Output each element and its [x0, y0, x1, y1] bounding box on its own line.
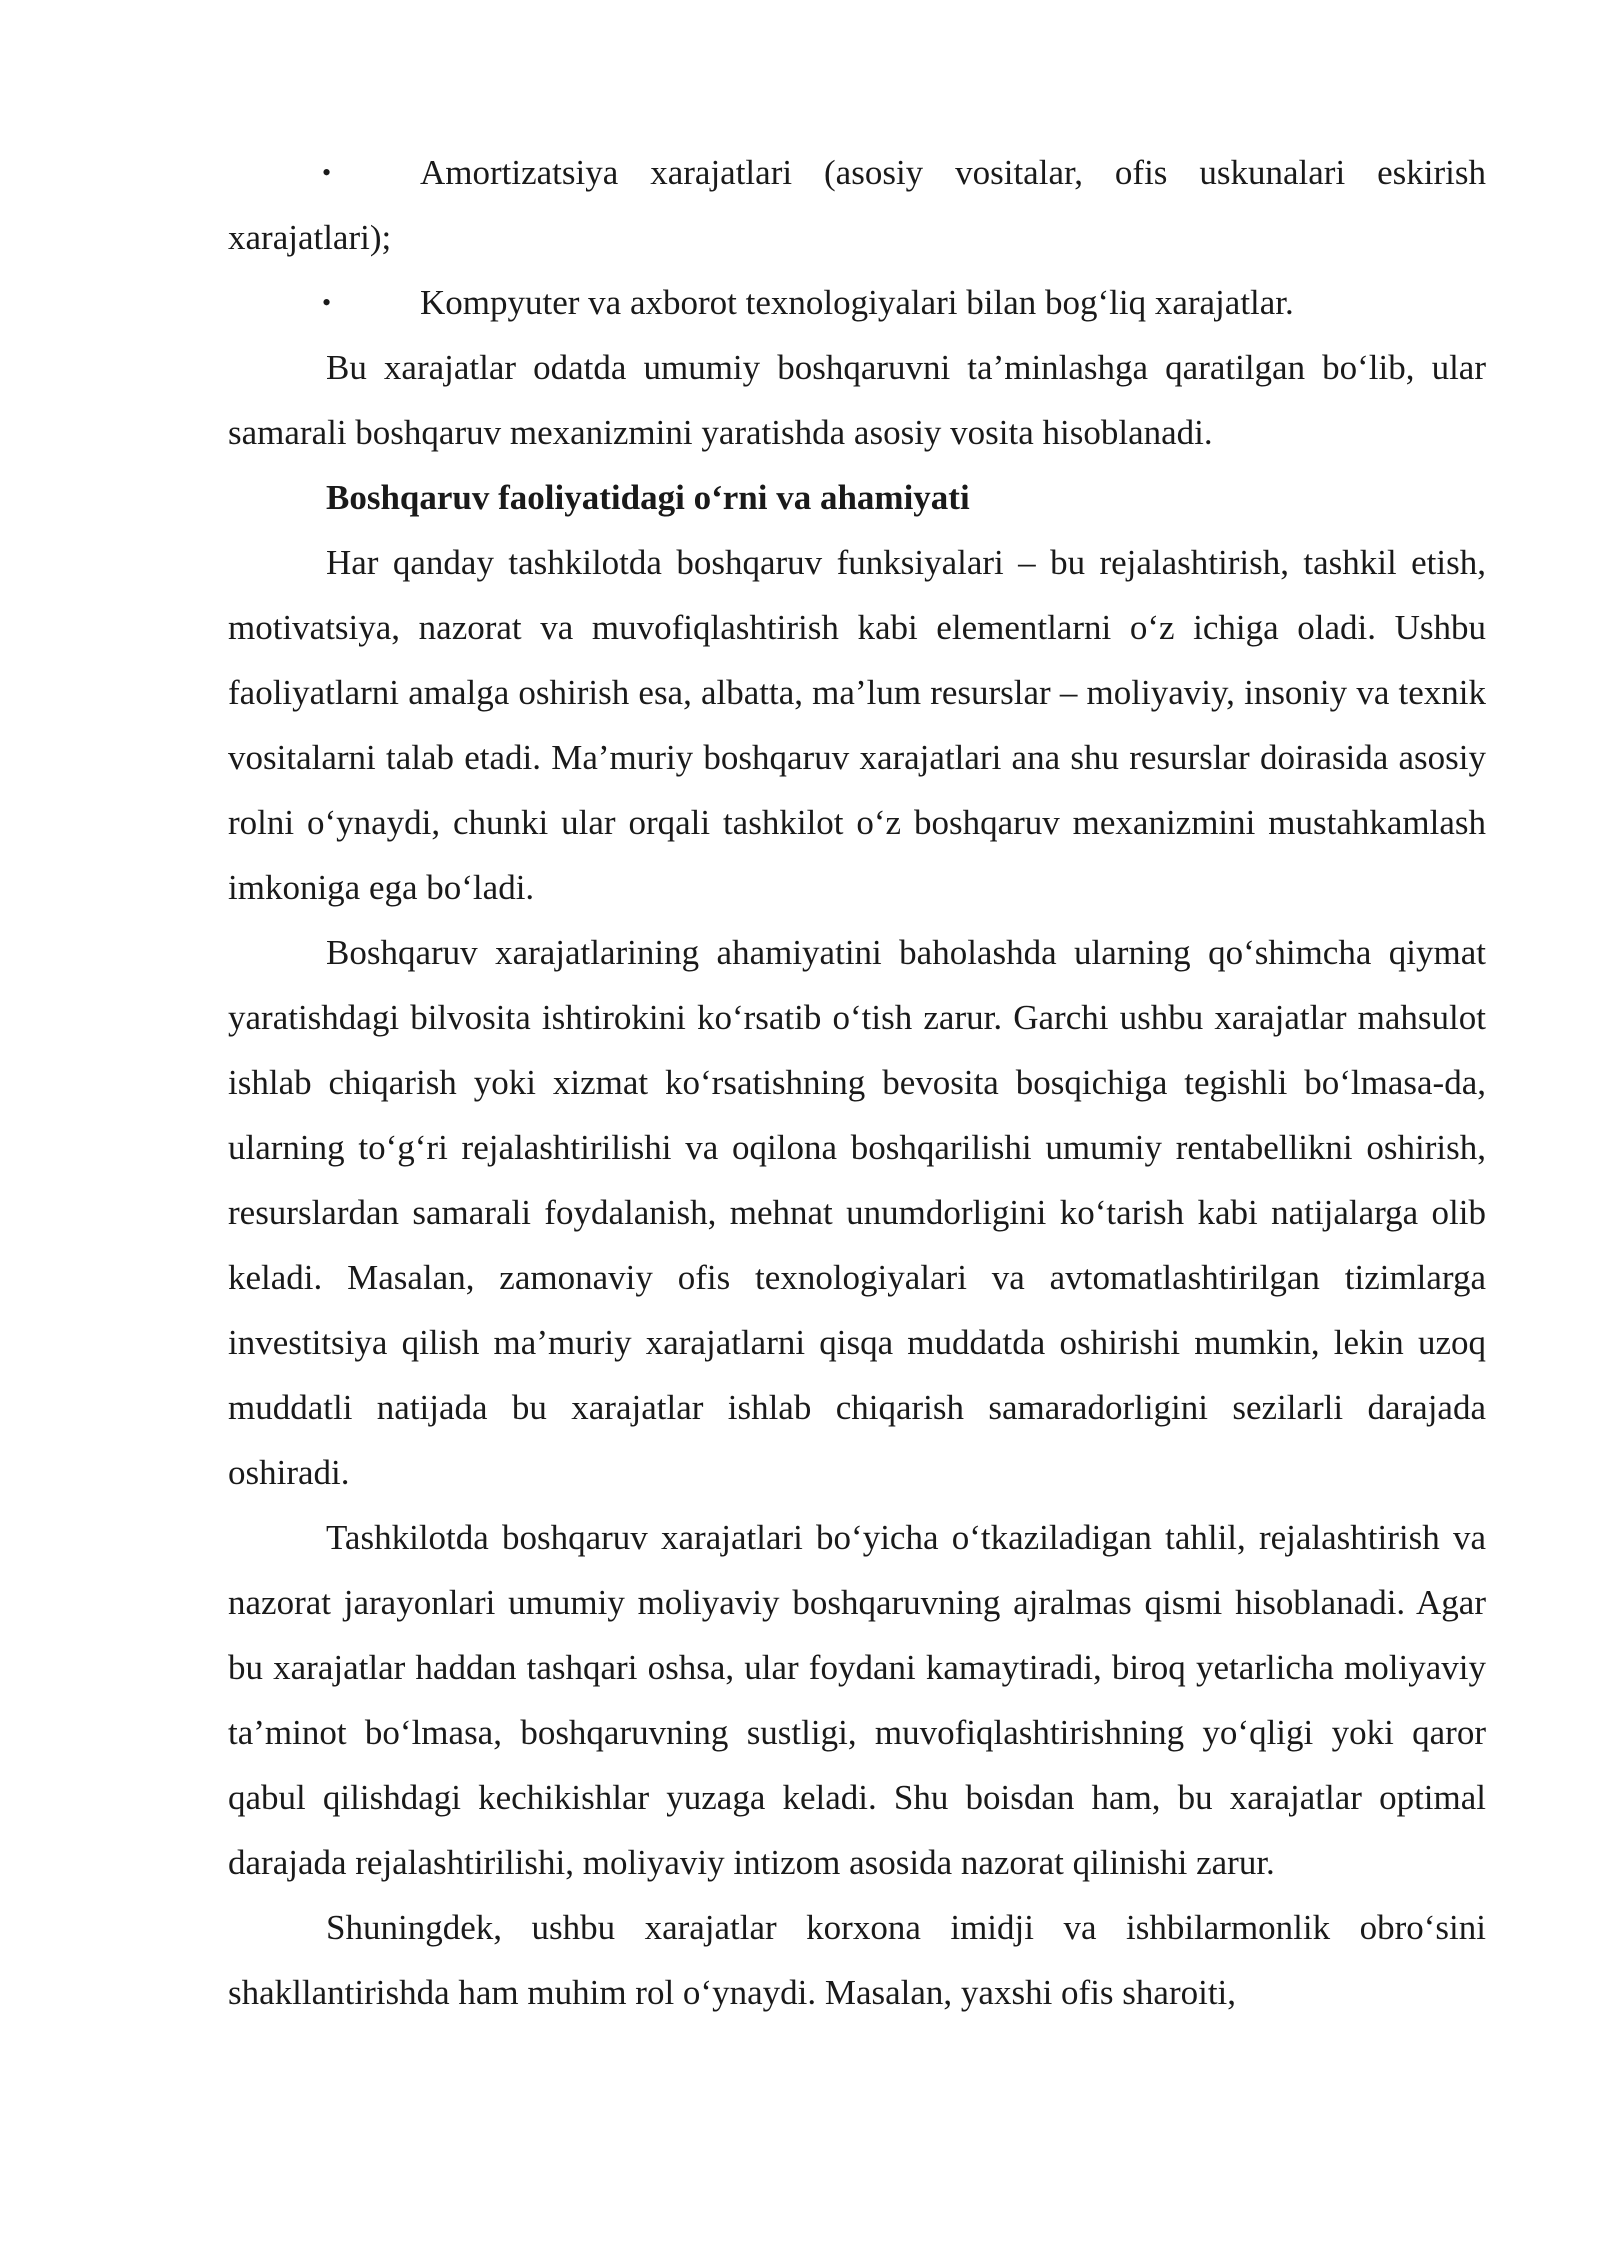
body-paragraph: Har qanday tashkilotda boshqaruv funksiyalari – bu rejalashtirish, tashkil etish, motivatsiya, nazorat va muvofiqlashtirish kabi elementlarni o‘z ichiga oladi. Ushbu faoliyatlarni amalga oshirish esa, albatta, ma’lum resurslar – moliyaviy, insoniy va texnik vositalarni talab etadi. Ma’muriy boshqaruv xarajatlari ana shu resurslar doirasida asosiy rolni o‘ynaydi, chunki ular orqali tashkilot o‘z boshqaruv mexanizmini mustahkamlash imkoniga ega bo‘ladi.	[228, 543, 1486, 907]
bullet-text: Amortizatsiya xarajatlari (asosiy vositalar, ofis uskunalari eskirish xarajatlari);	[228, 153, 1486, 257]
bullet-icon: •	[322, 288, 332, 317]
bullet-item-it-costs	[228, 270, 1486, 335]
bullet-icon: •	[322, 158, 332, 187]
bullet-text: Kompyuter va axborot texnologiyalari bilan bog‘liq xarajatlar.	[420, 283, 1294, 322]
document-page	[228, 140, 1486, 2025]
section-heading: Boshqaruv faoliyatidagi o‘rni va ahamiyati	[326, 478, 970, 517]
body-paragraph: Boshqaruv xarajatlarining ahamiyatini baholashda ularning qo‘shimcha qiymat yaratishdagi bilvosita ishtirokini ko‘rsatib o‘tish zarur. Garchi ushbu xarajatlar mahsulot ishlab chiqarish yoki xizmat ko‘rsatishning bevosita bosqichiga tegishli bo‘lmasa-da, ularning to‘g‘ri rejalashtirilishi va oqilona boshqarilishi umumiy rentabellikni oshirish, resurslardan samarali foydalanish, mehnat unumdorligini ko‘tarish kabi natijalarga olib keladi. Masalan, zamonaviy ofis texnologiyalari va avtomatlashtirilgan tizimlarga investitsiya qilish ma’muriy xarajatlarni qisqa muddatda oshirishi mumkin, lekin uzoq muddatli natijada bu xarajatlar ishlab chiqarish samaradorligini sezilarli darajada oshiradi.	[228, 933, 1486, 1492]
bullet-item-depreciation	[228, 140, 1486, 270]
intro-paragraph: Bu xarajatlar odatda umumiy boshqaruvni ta’minlashga qaratilgan bo‘lib, ular samarali boshqaruv mexanizmini yaratishda asosiy vosita hisoblanadi.	[228, 348, 1486, 452]
body-paragraph: Tashkilotda boshqaruv xarajatlari bo‘yicha o‘tkaziladigan tahlil, rejalashtirish va nazorat jarayonlari umumiy moliyaviy boshqaruvning ajralmas qismi hisoblanadi. Agar bu xarajatlar haddan tashqari oshsa, ular foydani kamaytiradi, biroq yetarlicha moliyaviy ta’minot bo‘lmasa, boshqaruvning sustligi, muvofiqlashtirishning yo‘qligi yoki qaror qabul qilishdagi kechikishlar yuzaga keladi. Shu boisdan ham, bu xarajatlar optimal darajada rejalashtirilishi, moliyaviy intizom asosida nazorat qilinishi zarur.	[228, 1518, 1486, 1882]
body-paragraph: Shuningdek, ushbu xarajatlar korxona imidji va ishbilarmonlik obro‘sini shakllantirishda ham muhim rol o‘ynaydi. Masalan, yaxshi ofis sharoiti,	[228, 1908, 1486, 2012]
